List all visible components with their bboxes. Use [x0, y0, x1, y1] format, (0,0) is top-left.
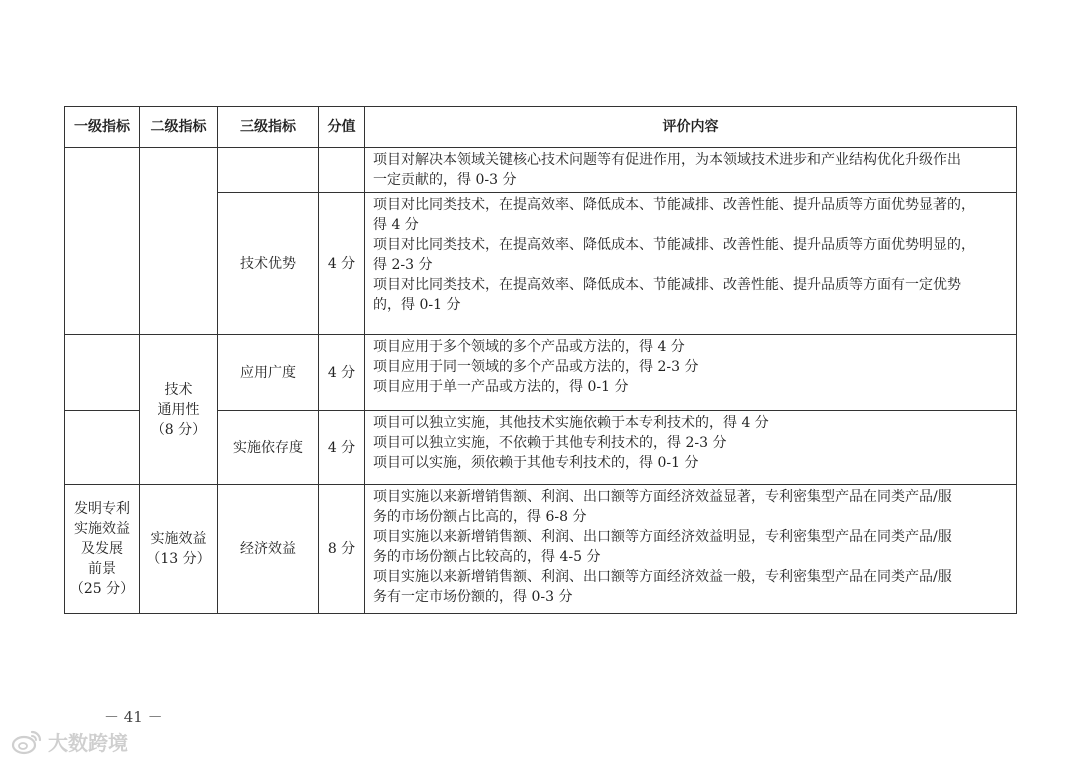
content-line: 务有一定市场份额的，得 0-3 分 — [373, 589, 573, 605]
content-line: 的，得 0-1 分 — [373, 297, 461, 313]
benefit-line1: 实施效益 — [150, 531, 207, 547]
page-number: － 41 － — [104, 708, 163, 726]
level1-line2: 实施效益 — [74, 521, 130, 537]
cell-level1-patent — [65, 485, 140, 614]
cell-content-breadth — [365, 335, 1017, 411]
cell-level3-dependency: 实施依存度 — [218, 411, 319, 485]
cell-score-breadth: 4 分 — [319, 335, 365, 411]
header-level3: 三级指标 — [218, 107, 319, 148]
cell-level1-continued — [65, 411, 140, 485]
watermark — [10, 726, 128, 756]
level1-line4: 前景 — [88, 561, 116, 577]
cell-content-tech-advantage — [365, 193, 1017, 335]
cell-score-empty — [319, 148, 365, 193]
generality-line3: （8 分） — [150, 421, 207, 438]
content-line: 项目实施以来新增销售额、利润、出口额等方面经济效益显著，专利密集型产品在同类产品/服 — [373, 489, 952, 505]
cell-level3-breadth: 应用广度 — [218, 335, 319, 411]
content-line: 项目对解决本领域关键核心技术问题等有促进作用，为本领域技术进步和产业结构优化升级作出 — [373, 152, 961, 168]
content-line: 项目可以实施，须依赖于其他专利技术的，得 0-1 分 — [373, 455, 699, 471]
content-line: 项目对比同类技术，在提高效率、降低成本、节能减排、改善性能、提升品质等方面有一定优势 — [373, 277, 961, 293]
cell-content-dependency — [365, 411, 1017, 485]
cell-level1-empty — [65, 148, 140, 335]
content-line: 项目应用于同一领域的多个产品或方法的，得 2-3 分 — [373, 359, 699, 375]
content-line: 项目实施以来新增销售额、利润、出口额等方面经济效益一般，专利密集型产品在同类产品/服 — [373, 569, 952, 585]
content-line: 得 4 分 — [373, 217, 419, 233]
cell-level3-empty — [218, 148, 319, 193]
cell-score-tech-advantage: 4 分 — [319, 193, 365, 335]
content-line: 项目实施以来新增销售额、利润、出口额等方面经济效益明显，专利密集型产品在同类产品/服 — [373, 529, 952, 545]
table-header-row — [65, 107, 1017, 148]
level1-line1: 发明专利 — [74, 501, 130, 517]
cell-level3-economic: 经济效益 — [218, 485, 319, 614]
generality-line2: 通用性 — [157, 401, 200, 418]
content-line: 项目应用于多个领域的多个产品或方法的，得 4 分 — [373, 339, 685, 355]
cell-level3-tech-advantage: 技术优势 — [218, 193, 319, 335]
table-row — [65, 485, 1017, 614]
cell-score-dependency: 4 分 — [319, 411, 365, 485]
header-level1: 一级指标 — [65, 107, 140, 148]
content-line: 务的市场份额占比较高的，得 4-5 分 — [373, 549, 601, 565]
content-line: 项目应用于单一产品或方法的，得 0-1 分 — [373, 379, 629, 395]
cell-level2-empty — [140, 148, 218, 335]
cell-content-economic — [365, 485, 1017, 614]
header-level2: 二级指标 — [140, 107, 218, 148]
content-line: 项目可以独立实施，其他技术实施依赖于本专利技术的，得 4 分 — [373, 415, 769, 431]
content-line: 得 2-3 分 — [373, 257, 433, 273]
content-line: 项目可以独立实施，不依赖于其他专利技术的，得 2-3 分 — [373, 435, 727, 451]
content-line: 项目对比同类技术，在提高效率、降低成本、节能减排、改善性能、提升品质等方面优势显著的， — [373, 197, 975, 213]
content-line: 项目对比同类技术，在提高效率、降低成本、节能减排、改善性能、提升品质等方面优势明显的， — [373, 237, 975, 253]
cell-level2-benefit — [140, 485, 218, 614]
cell-content-first — [365, 148, 1017, 193]
benefit-line2: （13 分） — [146, 551, 211, 567]
header-score: 分值 — [319, 107, 365, 148]
cell-score-economic: 8 分 — [319, 485, 365, 614]
content-line: 一定贡献的，得 0-3 分 — [373, 172, 517, 188]
table-row — [65, 148, 1017, 193]
level1-line5: （25 分） — [69, 581, 135, 597]
weibo-logo-icon — [10, 726, 44, 756]
level1-line3: 及发展 — [81, 541, 123, 557]
cell-level1-continued — [65, 335, 140, 411]
evaluation-table — [64, 106, 1017, 614]
cell-level2-generality — [140, 335, 218, 485]
generality-line1: 技术 — [164, 381, 193, 398]
table-row — [65, 335, 1017, 411]
content-line: 务的市场份额占比高的，得 6-8 分 — [373, 509, 587, 525]
watermark-text: 大数跨境 — [48, 730, 128, 755]
header-content: 评价内容 — [365, 107, 1017, 148]
